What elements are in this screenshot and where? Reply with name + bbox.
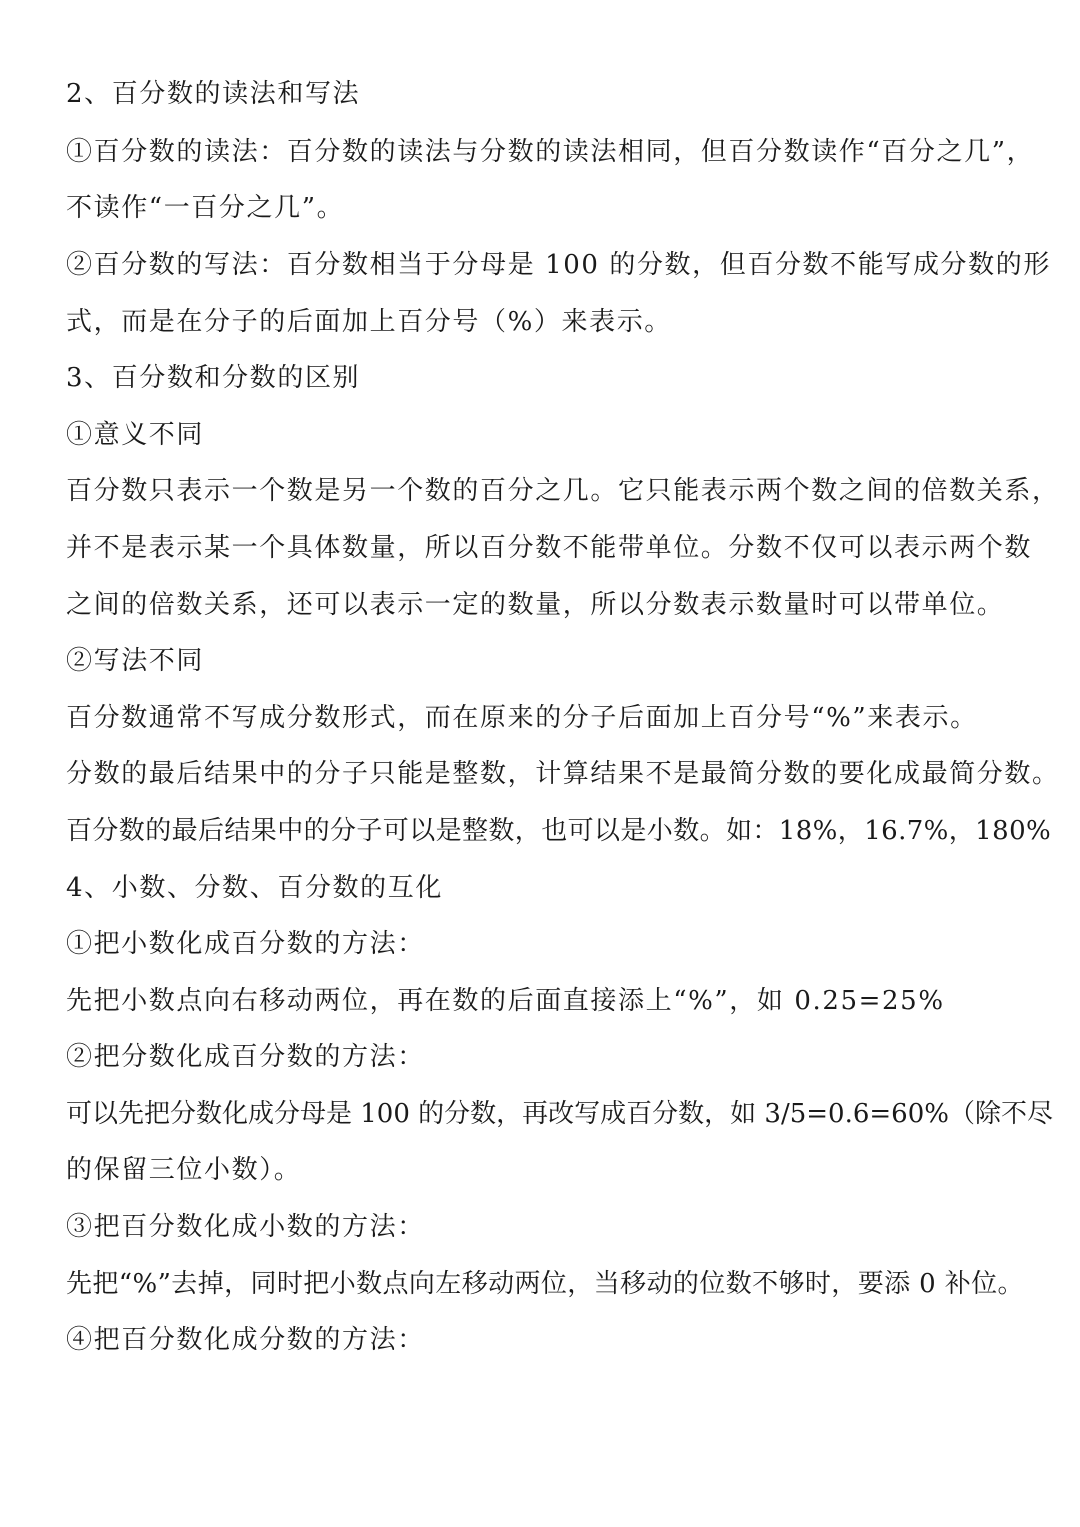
text-line: 先把小数点向右移动两位，再在数的后面直接添上“%”，如 0.25=25% [66,986,945,1016]
text-line: 不读作“一百分之几”。 [66,193,345,223]
text-line: 分数的最后结果中的分子只能是整数，计算结果不是最简分数的要化成最简分数。 [66,759,1060,789]
text-line: 百分数的最后结果中的分子可以是整数，也可以是小数。如：18%，16.7%，180% [66,816,1052,846]
text-line: 的保留三位小数）。 [66,1155,302,1185]
heading-difference: 3、百分数和分数的区别 [66,363,361,393]
text-line: ②百分数的写法：百分数相当于分母是 100 的分数，但百分数不能写成分数的形 [66,250,1051,280]
text-line: 先把“%”去掉，同时把小数点向左移动两位，当移动的位数不够时，要添 0 补位。 [66,1269,1024,1299]
text-line: 百分数只表示一个数是另一个数的百分之几。它只能表示两个数之间的倍数关系， [66,476,1060,506]
subheading-meaning: ①意义不同 [66,420,205,450]
text-line: ①百分数的读法：百分数的读法与分数的读法相同，但百分数读作“百分之几”， [66,137,1035,167]
subheading-writing: ②写法不同 [66,646,205,676]
subheading-fraction-to-percent: ②把分数化成百分数的方法： [66,1042,425,1072]
text-line: 之间的倍数关系，还可以表示一定的数量，所以分数表示数量时可以带单位。 [66,590,1005,620]
heading-conversion: 4、小数、分数、百分数的互化 [66,873,443,903]
heading-reading-writing: 2、百分数的读法和写法 [66,79,361,109]
text-line: 式，而是在分子的后面加上百分号（%）来表示。 [66,307,672,337]
text-line: 百分数通常不写成分数形式，而在原来的分子后面加上百分号“%”来表示。 [66,703,978,733]
subheading-percent-to-decimal: ③把百分数化成小数的方法： [66,1212,425,1242]
text-line: 并不是表示某一个具体数量，所以百分数不能带单位。分数不仅可以表示两个数 [66,533,1033,563]
subheading-decimal-to-percent: ①把小数化成百分数的方法： [66,929,425,959]
subheading-percent-to-fraction: ④把百分数化成分数的方法： [66,1325,425,1355]
text-line: 可以先把分数化成分母是 100 的分数，再改写成百分数，如 3/5=0.6=60%（除不尽 [66,1099,1053,1129]
